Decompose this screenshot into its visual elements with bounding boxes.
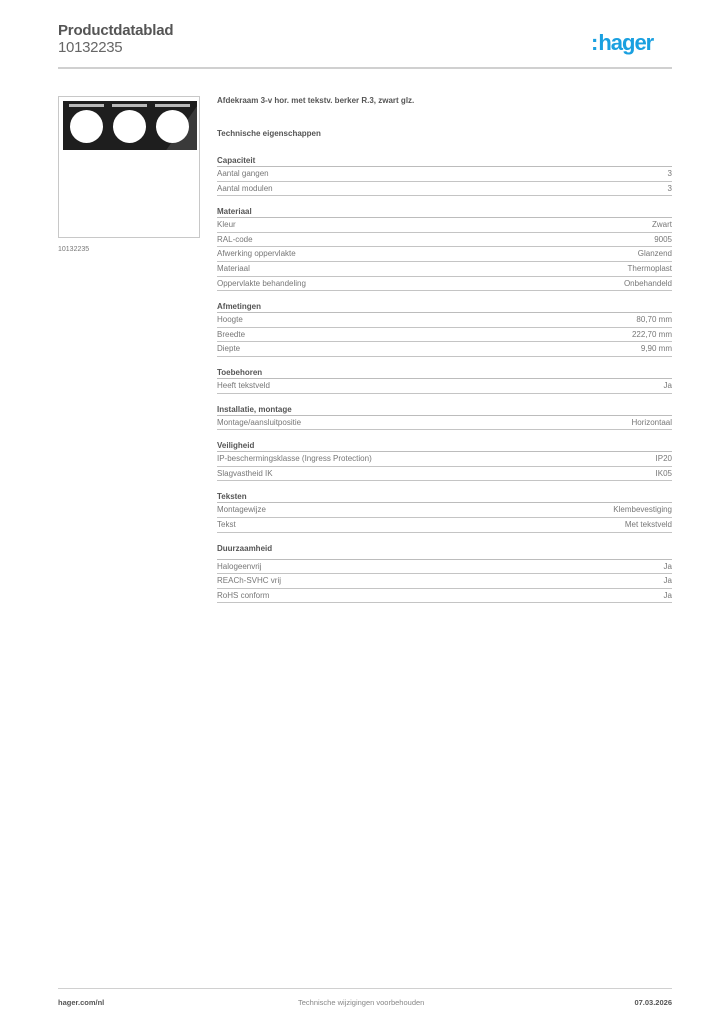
spec-key: RAL-code bbox=[217, 234, 253, 244]
section-title: Technische eigenschappen bbox=[217, 129, 321, 138]
spec-group-title: Veiligheid bbox=[217, 440, 672, 452]
hager-logo bbox=[591, 30, 653, 56]
socket-opening-icon bbox=[156, 110, 189, 143]
spec-value: Glanzend bbox=[637, 249, 672, 259]
logo-text: hager bbox=[598, 30, 654, 55]
spec-value: Zwart bbox=[652, 220, 672, 230]
spec-value: 9,90 mm bbox=[640, 344, 672, 354]
spec-key: Halogeenvrij bbox=[217, 561, 262, 571]
spec-key: IP-beschermingsklasse (Ingress Protection) bbox=[217, 454, 372, 464]
spec-key: Aantal modulen bbox=[217, 183, 273, 193]
text-field-slot-icon bbox=[155, 104, 190, 107]
spec-panel bbox=[217, 96, 672, 603]
spec-key: Hoogte bbox=[217, 315, 243, 325]
footer-divider bbox=[58, 988, 672, 989]
spec-group-title: Capaciteit bbox=[217, 155, 672, 167]
spec-groups bbox=[217, 155, 672, 603]
spec-group-title: Duurzaamheid bbox=[217, 543, 672, 560]
spec-row bbox=[217, 467, 672, 482]
spec-value: 9005 bbox=[654, 234, 672, 244]
spec-group bbox=[217, 155, 672, 196]
spec-key: Montagewijze bbox=[217, 505, 266, 515]
spec-value: 80,70 mm bbox=[636, 315, 672, 325]
spec-key: Afwerking oppervlakte bbox=[217, 249, 296, 259]
product-description: Afdekraam 3-v hor. met tekstv. berker R.3, zwart glz. bbox=[217, 96, 415, 105]
spec-row bbox=[217, 328, 672, 343]
spec-key: Tekst bbox=[217, 519, 236, 529]
spec-row bbox=[217, 233, 672, 248]
spec-group bbox=[217, 206, 672, 291]
spec-key: Diepte bbox=[217, 344, 241, 354]
socket-opening-icon bbox=[70, 110, 103, 143]
spec-group bbox=[217, 543, 672, 604]
spec-row bbox=[217, 589, 672, 604]
spec-value: Met tekstveld bbox=[624, 519, 672, 529]
spec-group-title: Teksten bbox=[217, 491, 672, 503]
spec-key: Materiaal bbox=[217, 263, 250, 273]
spec-value: 3 bbox=[667, 169, 672, 178]
header-divider bbox=[58, 67, 672, 69]
spec-value: Ja bbox=[663, 380, 672, 390]
spec-row bbox=[217, 167, 672, 182]
spec-row bbox=[217, 313, 672, 328]
spec-value: 222,70 mm bbox=[631, 329, 672, 339]
spec-group bbox=[217, 404, 672, 431]
spec-value: Ja bbox=[663, 590, 672, 600]
spec-group bbox=[217, 367, 672, 394]
spec-row bbox=[217, 277, 672, 292]
spec-group bbox=[217, 440, 672, 481]
image-caption: 10132235 bbox=[58, 246, 90, 253]
cover-frame-icon bbox=[63, 101, 197, 150]
spec-key: Heeft tekstveld bbox=[217, 380, 270, 390]
spec-row bbox=[217, 262, 672, 277]
spec-key: Slagvastheid IK bbox=[217, 468, 273, 478]
text-field-slot-icon bbox=[69, 104, 104, 107]
spec-key: Aantal gangen bbox=[217, 169, 269, 178]
spec-row bbox=[217, 342, 672, 357]
product-number: 10132235 bbox=[58, 39, 123, 56]
spec-row bbox=[217, 379, 672, 394]
product-image bbox=[58, 96, 200, 238]
logo-colon: : bbox=[591, 30, 599, 55]
spec-value: IK05 bbox=[655, 468, 672, 478]
spec-key: Montage/aansluitpositie bbox=[217, 417, 302, 427]
spec-value: Thermoplast bbox=[627, 263, 672, 273]
spec-row bbox=[217, 518, 672, 533]
spec-value: Ja bbox=[663, 561, 672, 571]
spec-key: RoHS conform bbox=[217, 590, 270, 600]
page-title: Productdatablad bbox=[58, 22, 174, 39]
spec-row bbox=[217, 503, 672, 518]
spec-value: Klembevestiging bbox=[613, 505, 672, 515]
spec-group-title: Afmetingen bbox=[217, 301, 672, 313]
spec-key: REACh-SVHC vrij bbox=[217, 576, 282, 586]
footer-date: 07.03.2026 bbox=[634, 998, 672, 1007]
spec-value: IP20 bbox=[655, 454, 672, 464]
spec-row bbox=[217, 560, 672, 575]
spec-key: Oppervlakte behandeling bbox=[217, 278, 306, 288]
spec-group bbox=[217, 301, 672, 357]
spec-value: Onbehandeld bbox=[623, 278, 672, 288]
spec-key: Breedte bbox=[217, 329, 246, 339]
spec-group bbox=[217, 491, 672, 532]
spec-value: Horizontaal bbox=[631, 417, 672, 427]
spec-row bbox=[217, 182, 672, 197]
spec-group-title: Installatie, montage bbox=[217, 404, 672, 416]
spec-group-title: Materiaal bbox=[217, 206, 672, 218]
spec-row bbox=[217, 574, 672, 589]
spec-row bbox=[217, 218, 672, 233]
spec-group-title: Toebehoren bbox=[217, 367, 672, 379]
text-field-slot-icon bbox=[112, 104, 147, 107]
socket-opening-icon bbox=[113, 110, 146, 143]
footer-disclaimer: Technische wijzigingen voorbehouden bbox=[298, 998, 425, 1007]
spec-value: Ja bbox=[663, 576, 672, 586]
spec-row bbox=[217, 452, 672, 467]
spec-key: Kleur bbox=[217, 220, 236, 230]
spec-row bbox=[217, 416, 672, 431]
footer-website-link[interactable]: hager.com/nl bbox=[58, 998, 105, 1007]
spec-row bbox=[217, 247, 672, 262]
spec-value: 3 bbox=[667, 183, 672, 193]
